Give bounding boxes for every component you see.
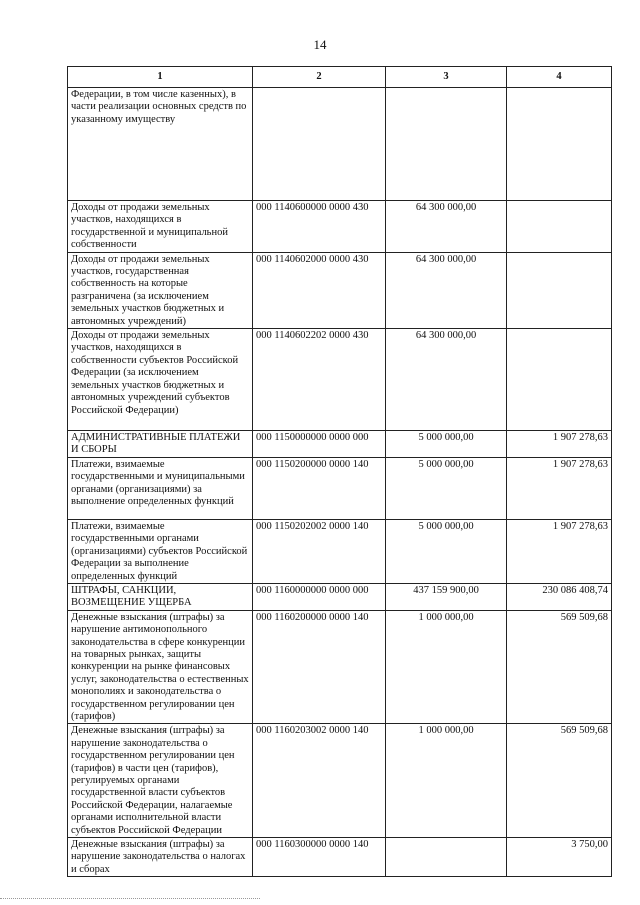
row-plan: 1 000 000,00 (386, 724, 507, 838)
row-name: Доходы от продажи земельных участков, находящихся в собственности субъектов Российской Федерации (за исключением земельных участков бюджетных и автономных учреждений субъектов Российской Федерации) (68, 329, 253, 431)
table-row (68, 88, 612, 201)
row-code (253, 88, 386, 201)
page-number: 14 (313, 37, 327, 52)
row-fact: 569 509,68 (507, 610, 612, 724)
row-name: Доходы от продажи земельных участков, государственная собственность на которые разграничена (за исключением земельных участков бюджетных и автономных учреждений) (68, 252, 253, 328)
row-name: Денежные взыскания (штрафы) за нарушение законодательства о налогах и сборах (68, 838, 253, 877)
header-col-4: 4 (507, 67, 612, 88)
row-plan: 437 159 900,00 (386, 583, 507, 610)
row-plan: 1 000 000,00 (386, 610, 507, 724)
row-name: АДМИНИСТРАТИВНЫЕ ПЛАТЕЖИ И СБОРЫ (68, 431, 253, 458)
scan-artifact-line (0, 898, 260, 900)
row-code: 000 1160203002 0000 140 (253, 724, 386, 838)
row-fact (507, 88, 612, 201)
row-fact: 3 750,00 (507, 838, 612, 877)
row-code: 000 1150200000 0000 140 (253, 457, 386, 519)
table-row (68, 724, 612, 838)
row-plan: 64 300 000,00 (386, 201, 507, 253)
row-code: 000 1150000000 0000 000 (253, 431, 386, 458)
table-row (68, 201, 612, 253)
row-code: 000 1160300000 0000 140 (253, 838, 386, 877)
budget-revenue-table (67, 66, 612, 877)
row-code: 000 1140600000 0000 430 (253, 201, 386, 253)
row-plan (386, 88, 507, 201)
table-row (68, 519, 612, 583)
table-row (68, 838, 612, 877)
row-code: 000 1160200000 0000 140 (253, 610, 386, 724)
header-col-2: 2 (253, 67, 386, 88)
table-row (68, 610, 612, 724)
row-code: 000 1160000000 0000 000 (253, 583, 386, 610)
row-name: ШТРАФЫ, САНКЦИИ, ВОЗМЕЩЕНИЕ УЩЕРБА (68, 583, 253, 610)
header-row (68, 67, 612, 88)
row-code: 000 1150202002 0000 140 (253, 519, 386, 583)
row-name: Платежи, взимаемые государственными органами (организациями) субъектов Российской Федерации за выполнение определенных функций (68, 519, 253, 583)
row-code: 000 1140602202 0000 430 (253, 329, 386, 431)
row-name: Доходы от продажи земельных участков, находящихся в государственной и муниципальной собственности (68, 201, 253, 253)
table-row (68, 583, 612, 610)
row-name: Платежи, взимаемые государственными и муниципальными органами (организациями) за выполнение определенных функций (68, 457, 253, 519)
table-row (68, 431, 612, 458)
row-fact (507, 252, 612, 328)
row-plan (386, 838, 507, 877)
row-fact: 1 907 278,63 (507, 519, 612, 583)
row-name: Федерации, в том числе казенных), в части реализации основных средств по указанному имуществу (68, 88, 253, 201)
table-row (68, 329, 612, 431)
row-fact: 569 509,68 (507, 724, 612, 838)
row-fact: 230 086 408,74 (507, 583, 612, 610)
row-fact (507, 329, 612, 431)
table-row (68, 252, 612, 328)
row-fact: 1 907 278,63 (507, 457, 612, 519)
table-row (68, 457, 612, 519)
row-plan: 5 000 000,00 (386, 431, 507, 458)
row-plan: 64 300 000,00 (386, 252, 507, 328)
row-plan: 5 000 000,00 (386, 457, 507, 519)
row-code: 000 1140602000 0000 430 (253, 252, 386, 328)
row-fact: 1 907 278,63 (507, 431, 612, 458)
row-name: Денежные взыскания (штрафы) за нарушение антимонопольного законодательства в сфере конкуренции на товарных рынках, защиты конкуренции на рынке финансовых услуг, законодательства о естественных монополиях и законодательства о государственном регулировании цен (тарифов) (68, 610, 253, 724)
row-plan: 64 300 000,00 (386, 329, 507, 431)
header-col-3: 3 (386, 67, 507, 88)
row-plan: 5 000 000,00 (386, 519, 507, 583)
row-name: Денежные взыскания (штрафы) за нарушение законодательства о государственном регулировании цен (тарифов) в части цен (тарифов), регулируемых органами государственной власти субъектов Российской Федерации, налагаемые органами исполнительной власти субъектов Российской Федерации (68, 724, 253, 838)
header-col-1: 1 (68, 67, 253, 88)
row-fact (507, 201, 612, 253)
